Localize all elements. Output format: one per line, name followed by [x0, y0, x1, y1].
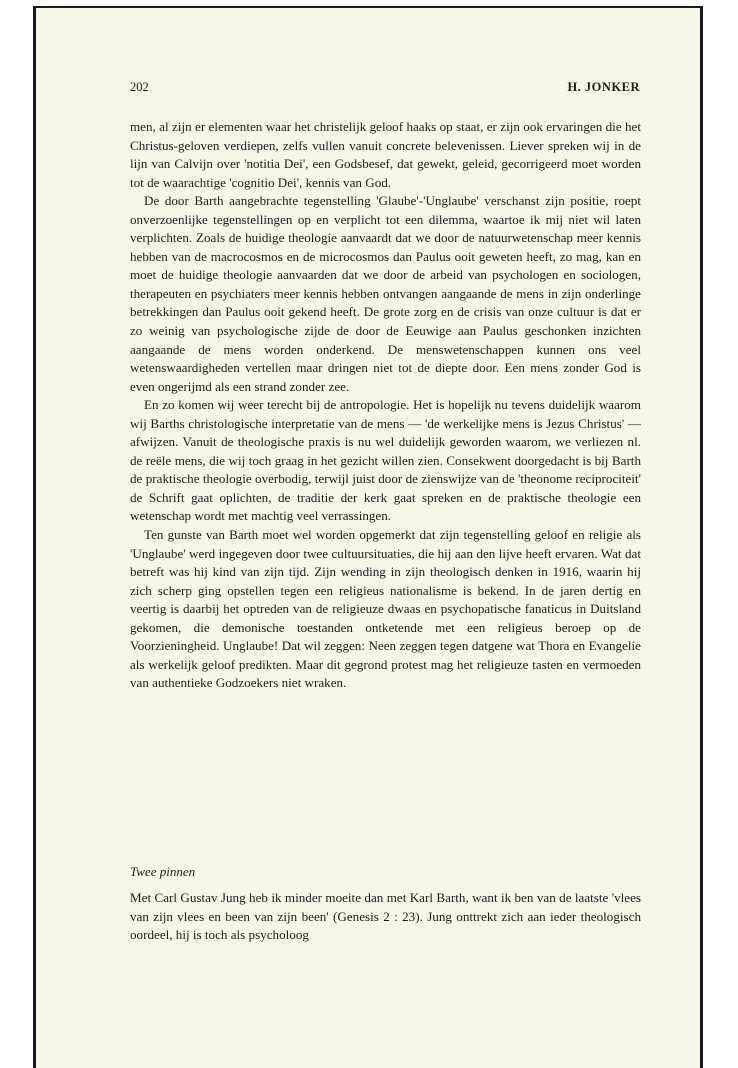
paragraph: De door Barth aangebrachte tegenstelling 'Glaube'-'Unglaube' verschanst zijn positie, roept onverzoenlijke tegenstellingen op en verplicht tot een dilemma, waartoe ik mij niet wil laten verplichten. Zoals de huidige theologie aanvaardt dat we door de natuurwetenschap meer kennis hebben van de macrocosmos en de microcosmos dan Paulus ooit geweten heeft, zo mag, kan en moet de huidige theologie aanvaarden dat we door de arbeid van psychologen en sociologen, therapeuten en psychiaters meer kennis hebben ontvangen aangaande de mens in zijn onderlinge betrekkingen dan Paulus ooit gekend heeft. De grote zorg en de crisis van onze cultuur is dat er zo weinig van psychologische zijde de door de Eeuwige aan Paulus geschonken inzichten aangaande de mens worden onderkend. De menswetenschappen kunnen ons veel wetenswaardigheden vertellen maar dringen niet tot de diepte door. Een mens zonder God is even ongerijmd als een strand zonder zee.: [130, 193, 641, 394]
paragraph: Ten gunste van Barth moet wel worden opgemerkt dat zijn tegenstelling geloof en religie als 'Unglaube' werd ingegeven door twee cultuursituaties, die hij aan den lijve heeft ervaren. Wat dat betreft was hij kind van zijn tijd. Zijn wending in zijn theologisch denken in 1916, waarin hij zich scherp ging opstellen tegen een religieus nationalisme is bekend. In de jaren dertig en veertig is daarbij het optreden van de religieuze dwaas en psychopatische fanaticus in Duitsland gekomen, die demonische toestanden ontketende met een religieus beroep op de Voorzieningheid. Unglaube! Dat wil zeggen: Neen zeggen tegen datgene wat Thora en Evangelie als werkelijk geloof predikten. Maar dit gegrond protest mag het religieuze tasten en vermoeden van authentieke Godzoekers niet wraken.: [130, 527, 641, 691]
paragraph: Met Carl Gustav Jung heb ik minder moeite dan met Karl Barth, want ik ben van de laatste 'vlees van zijn vlees en been van zijn been' (Genesis 2 : 23). Jung onttrekt zich aan ieder theologisch oordeel, hij is toch als psycholoog: [130, 890, 641, 943]
running-head-author: H. JONKER: [567, 80, 640, 94]
paragraph: men, al zijn er elementen waar het christelijk geloof haaks op staat, er zijn ook ervaringen die het Christus-geloven verdiepen, zelfs vullen vanuit concrete belevenissen. Liever spreken wij in de lijn van Calvijn over 'notitia Dei', een Godsbesef, dat gewekt, geleid, gecorrigeerd moet worden tot de waarachtige 'cognitio Dei', kennis van God.: [130, 119, 641, 190]
section-heading: Twee pinnen: [130, 864, 196, 879]
section-text: [130, 889, 641, 945]
paragraph: En zo komen wij weer terecht bij de antropologie. Het is hopelijk nu tevens duidelijk waarom wij Barths christologische interpretatie van de mens — 'de werkelijke mens is Jezus Christus' — afwijzen. Vanuit de theologische praxis is nu wel duidelijk geworden waarom, we verliezen nl. de reële mens, die wij toch graag in het gezicht willen zien. Consekwent doorgedacht is bij Barth de praktische theologie overbodig, terwijl juist door de zienswijze van de 'theonome reciprociteit' de Schrift gaat oplichten, de traditie der kerk gaat spreken en de praktische theologie een wetenschap wordt met machtig veel verrassingen.: [130, 397, 641, 524]
main-text: [130, 118, 641, 693]
page-number: 202: [130, 80, 149, 94]
